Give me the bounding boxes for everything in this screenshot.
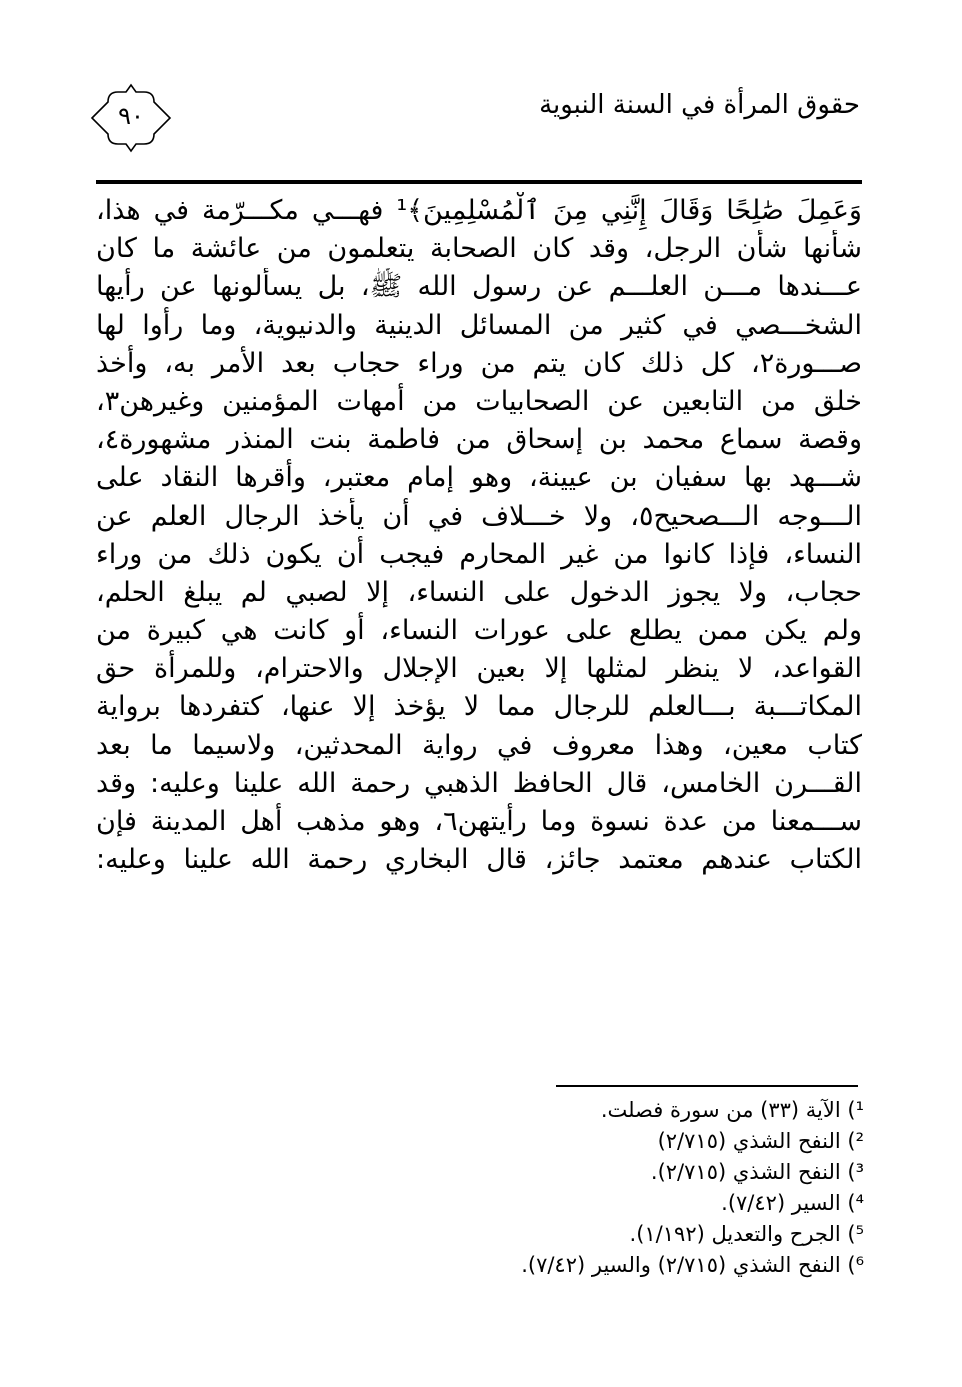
- text-line: عـــندها مـــن العلـــم عن رسول الله ﷺ، بل يسألونها عن رأيها: [96, 271, 862, 303]
- text-line: ولم يكن ممن يطلع على عورات النساء، أو كانت هي كبيرة من: [96, 615, 862, 647]
- footnote-divider: [556, 1085, 858, 1087]
- body-text: [96, 192, 862, 879]
- text-line: صـــورة٢، كل ذلك كان يتم من وراء حجاب بعد الأمر به، وأخذ: [96, 347, 862, 379]
- running-header-title: حقوق المرأة في السنة النبوية: [539, 90, 860, 120]
- footnote: ⁶) النفح الشذي (٢/٧١٥) والسير (٧/٤٢).: [521, 1253, 864, 1277]
- footnote: ⁵) الجرح والتعديل (١/١٩٢).: [629, 1222, 864, 1246]
- text-line: الشخـــصي في كثير من المسائل الدينية والدنيوية، وما رأوا لها: [96, 309, 862, 341]
- footnotes: [264, 1095, 864, 1281]
- text-line: حجاب، ولا يجوز الدخول على النساء، إلا لصبي لم يبلغ الحلم،: [96, 576, 862, 608]
- text-line: الـــوجه الـــصحيح٥، ولا خـــلاف في أن يأخذ الرجال العلم عن: [96, 500, 862, 532]
- text-line: خلق من التابعين عن الصحابيات من أمهات المؤمنين وغيرهن٣،: [96, 385, 862, 417]
- page-number-badge: [86, 82, 176, 154]
- text-line: كتاب معين، وهذا معروف في رواية المحدثين، ولاسيما ما بعد: [96, 729, 862, 761]
- text-line: النساء، فإذا كانوا من غير المحارم فيجب أن يكون ذلك من وراء: [96, 538, 862, 570]
- footnote: ¹) الآية (٣٣) من سورة فصلت.: [600, 1098, 864, 1122]
- text-line: المكاتـــبة بـــالعلم للرجال مما لا يؤخذ إلا عنها، كتفردها برواية: [96, 691, 862, 723]
- text-line: وقصة سماع محمد بن إسحاق من فاطمة بنت المنذر مشهورة٤،: [96, 424, 862, 456]
- footnote: ⁴) السير (٧/٤٢).: [721, 1191, 864, 1215]
- text-line: ســـمعنا من عدة نسوة وما رأيتهن٦، وهو مذهب أهل المدينة فإن: [96, 806, 862, 837]
- footnote: ²) النفح الشذي (٢/٧١٥): [657, 1129, 864, 1153]
- page-number: ٩٠: [118, 102, 144, 130]
- header-divider: [96, 180, 862, 184]
- text-line: شأنها شأن الرجل، وقد كان الصحابة يتعلمون من عائشة ما كان: [96, 233, 862, 265]
- text-line: القـــرن الخامس، قال الحافظ الذهبي رحمة الله علينا وعليه: وقد: [96, 767, 862, 799]
- text-line: القواعد، لا ينظر لمثلها إلا بعين الإجلال والاحترام، وللمرأة حق: [96, 653, 862, 685]
- text-line: شـــهد بها سفيان بن عيينة، وهو إمام معتبر، وأقرها النقاد على: [96, 462, 862, 494]
- text-line: وَعَمِلَ صَٰلِحًا وَقَالَ إِنَّنِي مِنَ ٱلْمُسْلِمِينَ﴾¹ فهـــي مكـــرّمة في هذا،: [96, 195, 862, 226]
- footnote: ³) النفح الشذي (٢/٧١٥).: [650, 1160, 864, 1184]
- text-line: الكتاب عندهم معتمد جائز، قال البخاري رحمة الله علينا وعليه:: [96, 844, 862, 876]
